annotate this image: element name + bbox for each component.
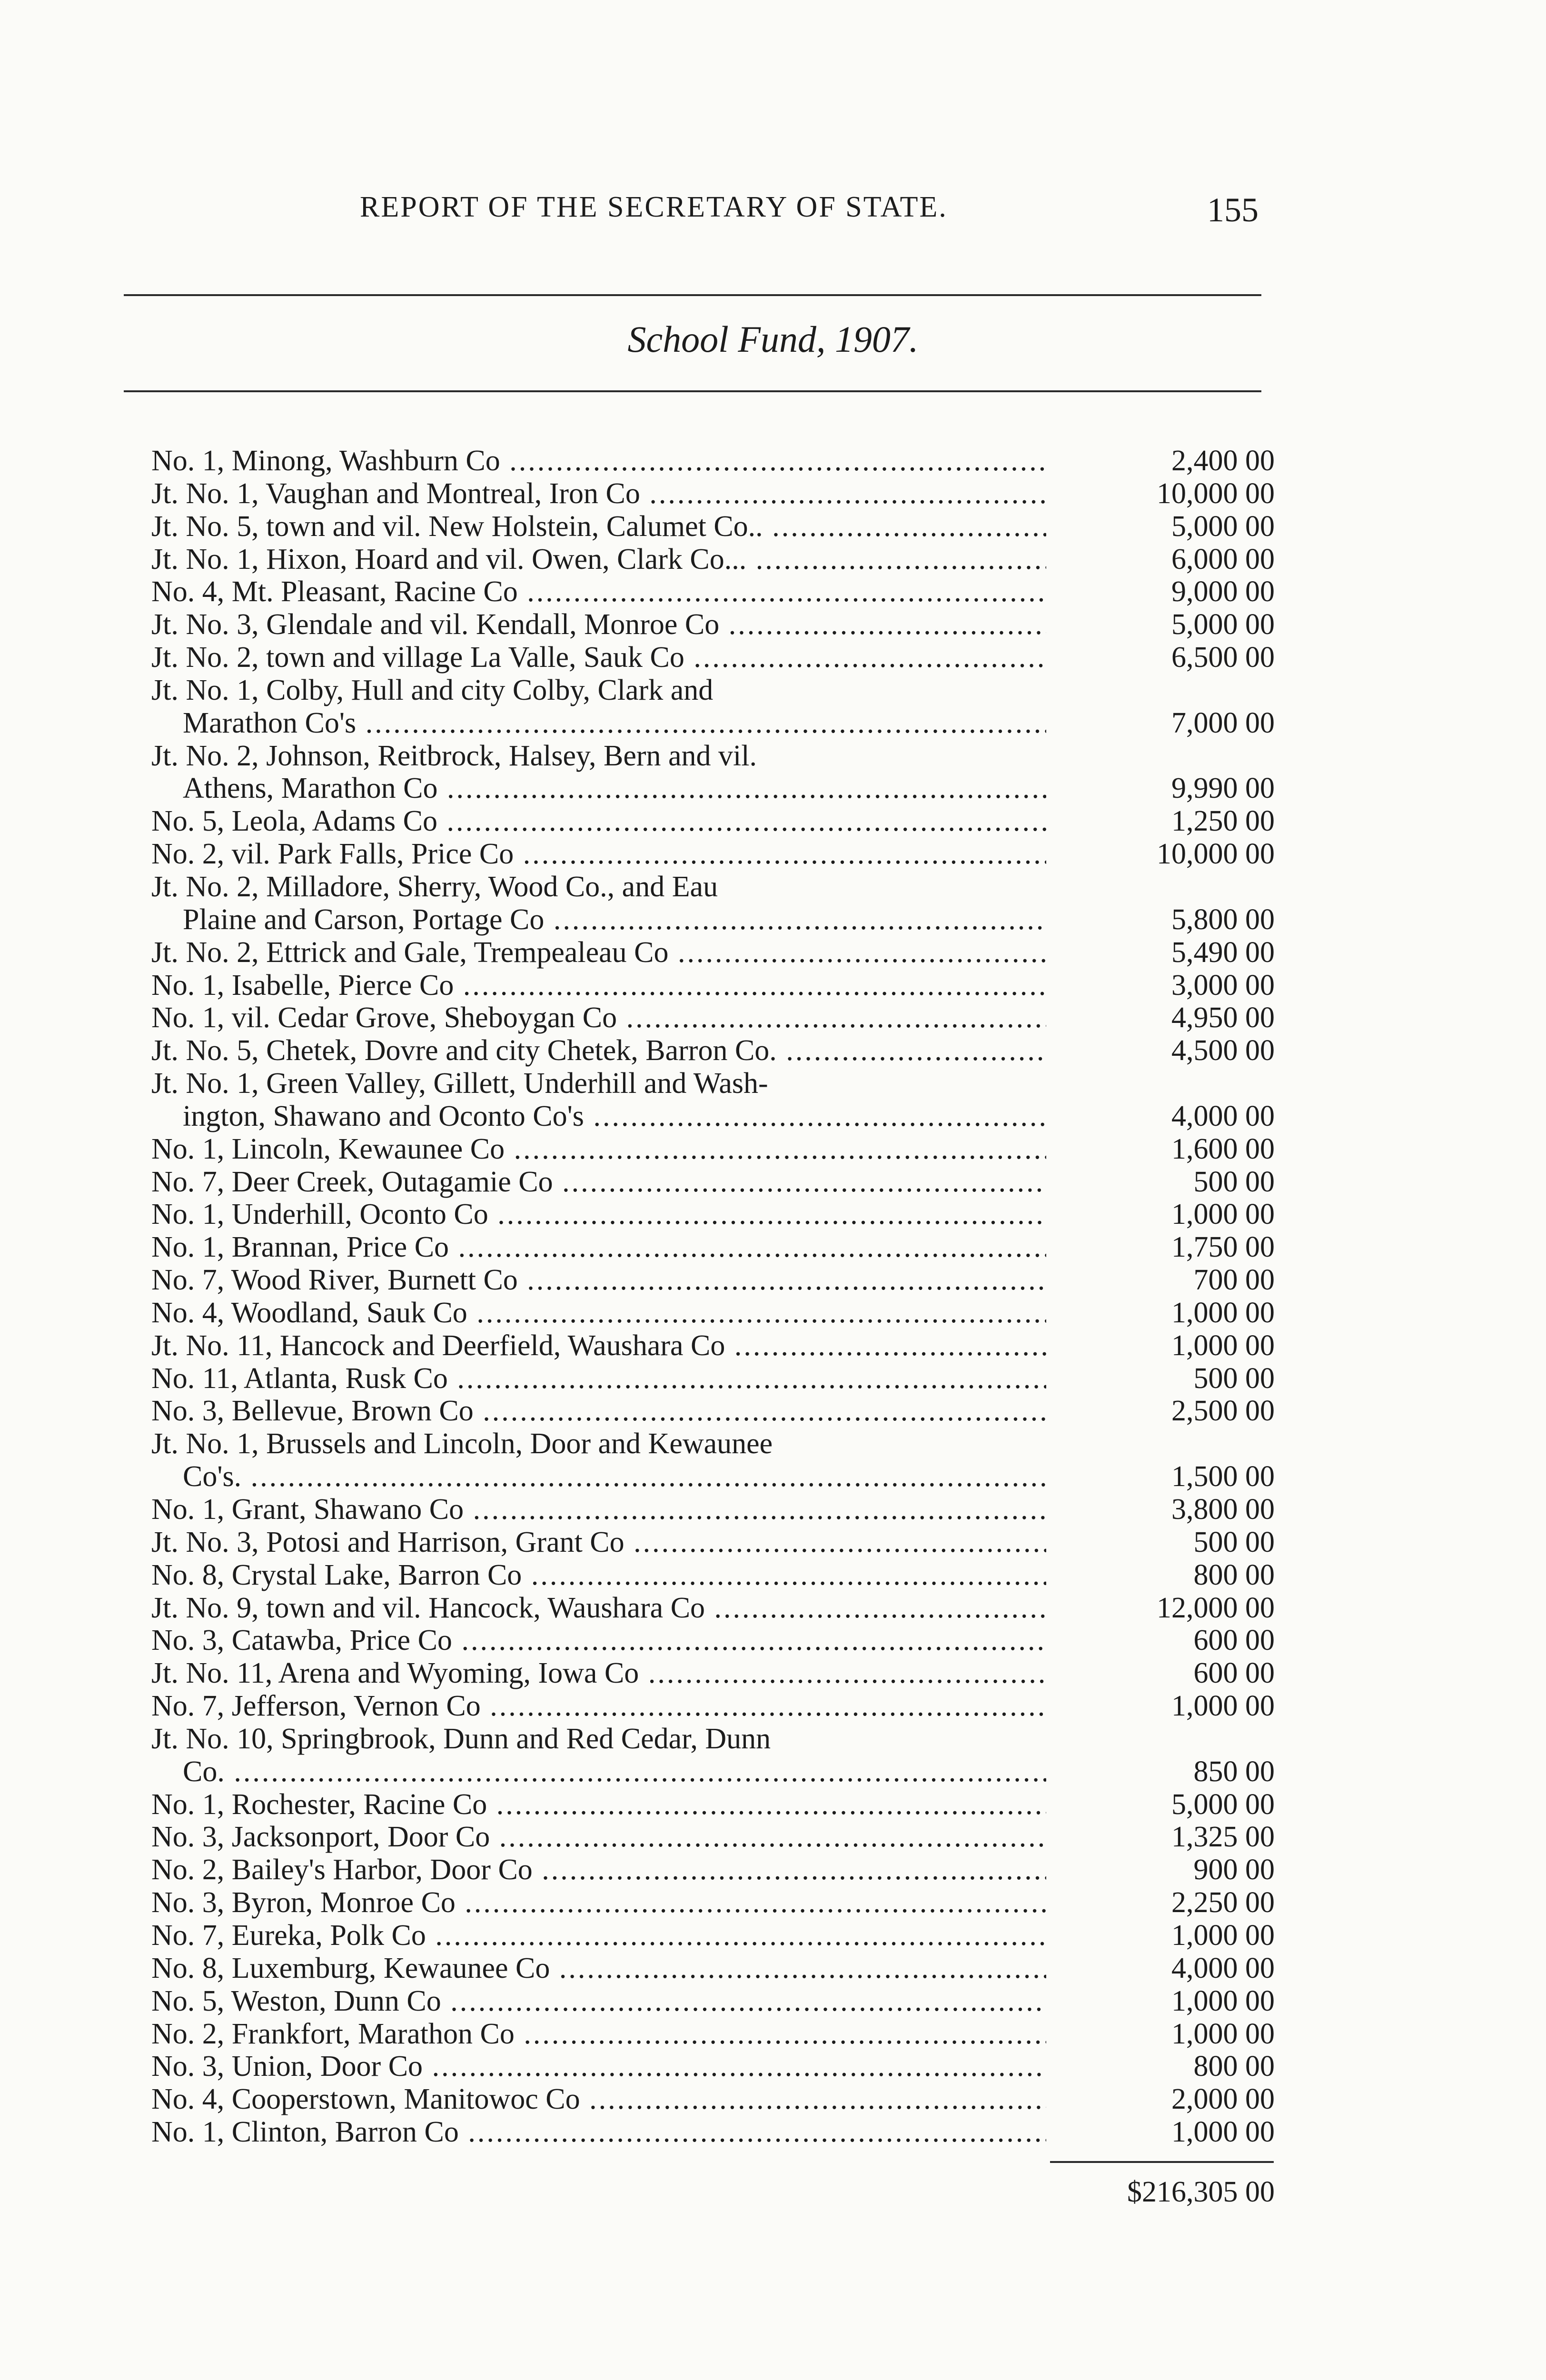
ledger-amount: 1,500 00 [1171, 1460, 1275, 1493]
ledger-description: Jt. No. 2, town and village La Valle, Sauk Co ..... [151, 641, 1046, 674]
ledger-amount: 9,000 00 [1171, 575, 1275, 608]
ledger-amount: 800 00 [1193, 2050, 1275, 2083]
ledger-description: Jt. No. 1, Colby, Hull and city Colby, Clark and [151, 674, 714, 706]
ledger-description: Jt. No. 1, Hixon, Hoard and vil. Owen, Clark Co... ..... [151, 543, 1046, 576]
ledger-description: Jt. No. 10, Springbrook, Dunn and Red Cedar, Dunn [151, 1722, 771, 1755]
ledger-description: No. 3, Jacksonport, Door Co ..... [151, 1821, 1046, 1854]
ledger-row [151, 740, 1275, 773]
section-title: School Fund, 1907. [627, 318, 919, 360]
ledger-amount: 9,990 00 [1171, 772, 1275, 805]
ledger-amount: 12,000 00 [1157, 1591, 1275, 1624]
ledger-row [151, 871, 1275, 903]
ledger-row [151, 969, 1275, 1002]
ledger-description: No. 5, Weston, Dunn Co ..... [151, 1985, 1046, 2018]
ledger-amount: 700 00 [1193, 1264, 1275, 1297]
ledger-amount: 1,000 00 [1171, 1690, 1275, 1723]
ledger-description: No. 7, Eureka, Polk Co ..... [151, 1919, 1046, 1952]
ledger-row [151, 477, 1275, 510]
ledger-row [151, 2018, 1275, 2051]
ledger-row [151, 1493, 1275, 1526]
ledger-amount: 900 00 [1193, 1854, 1275, 1886]
ledger-row [151, 1854, 1275, 1886]
ledger-description: Jt. No. 1, Brussels and Lincoln, Door and Kewaunee [151, 1428, 773, 1460]
ledger-amount: 5,000 00 [1171, 608, 1275, 641]
ledger-amount: 1,325 00 [1171, 1821, 1275, 1854]
ledger-row [151, 1985, 1275, 2018]
ledger-description: Jt. No. 11, Arena and Wyoming, Iowa Co ..... [151, 1657, 1046, 1690]
ledger-row [151, 838, 1275, 871]
ledger-row [151, 1919, 1275, 1952]
title-rule [124, 390, 1261, 392]
ledger-description: No. 3, Byron, Monroe Co ..... [151, 1886, 1046, 1919]
ledger-row [151, 1526, 1275, 1559]
ledger-description: Jt. No. 3, Glendale and vil. Kendall, Monroe Co ..... [151, 608, 1046, 641]
ledger-description: Co's. ..... [183, 1460, 1046, 1493]
ledger-description: Jt. No. 5, Chetek, Dovre and city Chetek, Barron Co. ..... [151, 1034, 1046, 1067]
ledger-row [151, 1952, 1275, 1985]
ledger-row [151, 1723, 1275, 1755]
ledger-description: No. 3, Catawba, Price Co ..... [151, 1624, 1046, 1657]
ledger-amount: 2,500 00 [1171, 1395, 1275, 1428]
ledger-amount: 1,000 00 [1171, 1198, 1275, 1231]
ledger-description: No. 2, Frankfort, Marathon Co ..... [151, 2018, 1046, 2051]
ledger-row [151, 1329, 1275, 1362]
ledger-row [151, 1100, 1275, 1133]
ledger-row [151, 608, 1275, 641]
ledger-description: No. 11, Atlanta, Rusk Co ..... [151, 1362, 1046, 1395]
ledger-row [151, 1034, 1275, 1067]
ledger-amount: 6,000 00 [1171, 543, 1275, 575]
ledger-row [151, 1821, 1275, 1854]
ledger-amount: 10,000 00 [1157, 838, 1275, 871]
ledger-description: Jt. No. 11, Hancock and Deerfield, Waushara Co ..... [151, 1329, 1046, 1362]
ledger-row [151, 575, 1275, 608]
ledger-description: No. 8, Luxemburg, Kewaunee Co ..... [151, 1952, 1046, 1985]
ledger-row [151, 2116, 1275, 2149]
ledger-amount: 6,500 00 [1171, 641, 1275, 674]
ledger-description: No. 3, Union, Door Co ..... [151, 2050, 1046, 2083]
ledger-amount: 850 00 [1193, 1755, 1275, 1788]
ledger-row [151, 1428, 1275, 1460]
ledger-row [151, 1460, 1275, 1493]
ledger-row [151, 1362, 1275, 1395]
ledger-row [151, 1067, 1275, 1100]
ledger-description: Athens, Marathon Co ..... [183, 772, 1046, 805]
ledger-row [151, 2083, 1275, 2116]
ledger-description: No. 1, Isabelle, Pierce Co ..... [151, 969, 1046, 1002]
ledger-description: Jt. No. 1, Vaughan and Montreal, Iron Co ..... [151, 477, 1046, 510]
ledger-description: Jt. No. 9, town and vil. Hancock, Waushara Co ..... [151, 1592, 1046, 1625]
page-header [0, 190, 1546, 238]
ledger-row [151, 641, 1275, 674]
ledger-amount: 1,000 00 [1171, 1329, 1275, 1362]
ledger-amount: 800 00 [1193, 1558, 1275, 1591]
ledger-amount: 2,400 00 [1171, 445, 1275, 477]
ledger-description: No. 5, Leola, Adams Co ..... [151, 805, 1046, 838]
ledger-row [151, 1559, 1275, 1592]
ledger-amount: 3,800 00 [1171, 1493, 1275, 1526]
school-fund-ledger [151, 445, 1275, 2149]
ledger-amount: 10,000 00 [1157, 477, 1275, 510]
ledger-description: Plaine and Carson, Portage Co ..... [183, 903, 1046, 936]
ledger-amount: 500 00 [1193, 1362, 1275, 1395]
ledger-description: No. 1, Clinton, Barron Co ..... [151, 2116, 1046, 2149]
ledger-amount: 1,000 00 [1171, 2116, 1275, 2149]
ledger-row [151, 936, 1275, 969]
ledger-row [151, 1395, 1275, 1428]
ledger-amount: 1,000 00 [1171, 1984, 1275, 2017]
ledger-description: Jt. No. 2, Johnson, Reitbrock, Halsey, Bern and vil. [151, 739, 757, 772]
ledger-total: $216,305 00 [1127, 2176, 1275, 2208]
ledger-amount: 500 00 [1193, 1526, 1275, 1558]
ledger-amount: 600 00 [1193, 1657, 1275, 1690]
ledger-description: Jt. No. 2, Ettrick and Gale, Trempealeau Co ..... [151, 936, 1046, 969]
ledger-row [151, 1133, 1275, 1166]
ledger-description: No. 8, Crystal Lake, Barron Co ..... [151, 1559, 1046, 1592]
ledger-row [151, 510, 1275, 543]
ledger-row [151, 1624, 1275, 1657]
ledger-description: Jt. No. 1, Green Valley, Gillett, Underhill and Wash- [151, 1067, 768, 1100]
ledger-amount: 5,000 00 [1171, 1788, 1275, 1821]
ledger-amount: 1,250 00 [1171, 805, 1275, 838]
ledger-description: Jt. No. 3, Potosi and Harrison, Grant Co ..... [151, 1526, 1046, 1559]
ledger-description: No. 4, Cooperstown, Manitowoc Co ..... [151, 2083, 1046, 2116]
ledger-description: No. 4, Woodland, Sauk Co ..... [151, 1297, 1046, 1329]
ledger-row [151, 1657, 1275, 1690]
ledger-row [151, 1886, 1275, 1919]
ledger-row [151, 805, 1275, 838]
ledger-description: Jt. No. 2, Milladore, Sherry, Wood Co., and Eau [151, 870, 718, 903]
ledger-description: No. 7, Deer Creek, Outagamie Co ..... [151, 1166, 1046, 1199]
ledger-amount: 600 00 [1193, 1624, 1275, 1657]
ledger-row [151, 772, 1275, 805]
ledger-row [151, 674, 1275, 707]
ledger-description: No. 1, Brannan, Price Co ..... [151, 1231, 1046, 1264]
page-number: 155 [1207, 191, 1259, 229]
ledger-amount: 7,000 00 [1171, 706, 1275, 739]
ledger-description: ington, Shawano and Oconto Co's ..... [183, 1100, 1046, 1133]
ledger-amount: 3,000 00 [1171, 969, 1275, 1002]
ledger-amount: 4,000 00 [1171, 1100, 1275, 1132]
ledger-row [151, 1166, 1275, 1199]
ledger-row [151, 707, 1275, 740]
ledger-row [151, 1690, 1275, 1723]
ledger-row [151, 1297, 1275, 1329]
ledger-amount: 5,000 00 [1171, 510, 1275, 543]
ledger-description: No. 7, Wood River, Burnett Co ..... [151, 1264, 1046, 1297]
ledger-amount: 1,750 00 [1171, 1231, 1275, 1264]
ledger-row [151, 445, 1275, 477]
ledger-row [151, 2050, 1275, 2083]
ledger-amount: 5,490 00 [1171, 936, 1275, 969]
ledger-amount: 1,000 00 [1171, 1296, 1275, 1329]
running-title: REPORT OF THE SECRETARY OF STATE. [360, 191, 948, 223]
total-rule [1050, 2161, 1274, 2163]
ledger-row [151, 1198, 1275, 1231]
ledger-amount: 2,250 00 [1171, 1886, 1275, 1919]
ledger-row [151, 1231, 1275, 1264]
ledger-amount: 1,600 00 [1171, 1132, 1275, 1165]
ledger-amount: 500 00 [1193, 1165, 1275, 1198]
ledger-row [151, 903, 1275, 936]
ledger-amount: 4,500 00 [1171, 1034, 1275, 1067]
ledger-description: No. 3, Bellevue, Brown Co ..... [151, 1395, 1046, 1428]
ledger-description: No. 7, Jefferson, Vernon Co ..... [151, 1690, 1046, 1723]
ledger-amount: 4,950 00 [1171, 1002, 1275, 1034]
ledger-description: No. 1, Minong, Washburn Co ..... [151, 445, 1046, 477]
ledger-description: No. 2, vil. Park Falls, Price Co ..... [151, 838, 1046, 871]
ledger-amount: 4,000 00 [1171, 1952, 1275, 1984]
top-rule [124, 294, 1261, 296]
ledger-row [151, 1592, 1275, 1625]
ledger-amount: 5,800 00 [1171, 903, 1275, 936]
ledger-amount: 1,000 00 [1171, 2017, 1275, 2050]
ledger-description: No. 1, Rochester, Racine Co ..... [151, 1788, 1046, 1821]
ledger-description: No. 1, vil. Cedar Grove, Sheboygan Co ..... [151, 1002, 1046, 1034]
ledger-description: No. 1, Underhill, Oconto Co ..... [151, 1198, 1046, 1231]
ledger-amount: 1,000 00 [1171, 1919, 1275, 1952]
ledger-row [151, 1002, 1275, 1034]
ledger-row [151, 1264, 1275, 1297]
ledger-amount: 2,000 00 [1171, 2083, 1275, 2116]
ledger-description: Co. ..... [183, 1755, 1046, 1788]
ledger-description: No. 1, Lincoln, Kewaunee Co ..... [151, 1133, 1046, 1166]
ledger-row [151, 1755, 1275, 1788]
ledger-row [151, 543, 1275, 576]
ledger-row [151, 1788, 1275, 1821]
ledger-description: No. 4, Mt. Pleasant, Racine Co ..... [151, 575, 1046, 608]
ledger-description: Marathon Co's ..... [183, 707, 1046, 740]
ledger-description: Jt. No. 5, town and vil. New Holstein, Calumet Co.. ..... [151, 510, 1046, 543]
ledger-description: No. 1, Grant, Shawano Co ..... [151, 1493, 1046, 1526]
ledger-description: No. 2, Bailey's Harbor, Door Co ..... [151, 1854, 1046, 1886]
